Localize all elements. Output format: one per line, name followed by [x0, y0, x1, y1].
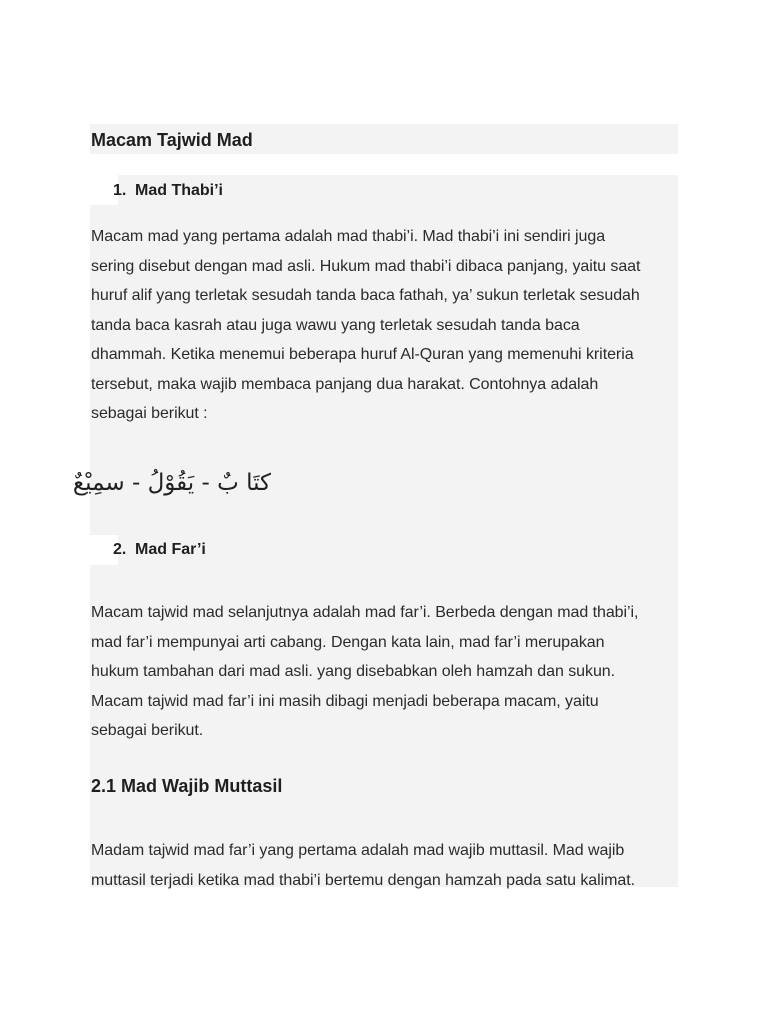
- paragraph-line: sebagai berikut.: [91, 722, 204, 739]
- section-heading-text: Mad Thabi’i: [135, 182, 223, 199]
- paragraph-line: dhammah. Ketika menemui beberapa huruf Al-Quran yang memenuhi kriteria: [91, 346, 634, 363]
- section-heading-mad-thabii: [113, 182, 223, 200]
- arabic-example: كتَا بٌ - يَقُوْلُ - سمِيْعٌ: [72, 470, 271, 496]
- paragraph-line: Macam mad yang pertama adalah mad thabi’i. Mad thabi’i ini sendiri juga: [91, 228, 606, 245]
- paragraph-line: sering disebut dengan mad asli. Hukum mad thabi’i dibaca panjang, yaitu saat: [91, 257, 641, 275]
- paragraph-line: hukum tambahan dari mad asli. yang disebabkan oleh hamzah dan sukun.: [91, 663, 616, 680]
- page-title: Macam Tajwid Mad: [91, 130, 253, 150]
- list-number: 2.: [113, 541, 127, 558]
- section-heading-text: Mad Far’i: [135, 541, 206, 558]
- paragraph-line: huruf alif yang terletak sesudah tanda baca fathah, ya’ sukun terletak sesudah: [91, 287, 640, 304]
- paragraph-mad-wajib-muttasil: [91, 836, 681, 895]
- paragraph-line: muttasil terjadi ketika mad thabi’i bertemu dengan hamzah pada satu kalimat.: [91, 871, 636, 889]
- paragraph-line: Macam tajwid mad selanjutnya adalah mad far’i. Berbeda dengan mad thabi’i,: [91, 604, 639, 621]
- paragraph-line: sebagai berikut :: [91, 405, 208, 422]
- list-number: 1.: [113, 182, 127, 199]
- paragraph-line: tanda baca kasrah atau juga wawu yang terletak sesudah tanda baca: [91, 316, 580, 334]
- paragraph-line: mad far’i mempunyai arti cabang. Dengan kata lain, mad far’i merupakan: [91, 633, 605, 651]
- section-heading-mad-fari: [113, 541, 206, 559]
- paragraph-line: Madam tajwid mad far’i yang pertama adalah mad wajib muttasil. Mad wajib: [91, 842, 625, 859]
- section-heading-mad-wajib-muttasil: 2.1 Mad Wajib Muttasil: [91, 776, 283, 796]
- paragraph-mad-fari: [91, 598, 681, 746]
- paragraph-line: tersebut, maka wajib membaca panjang dua harakat. Contohnya adalah: [91, 375, 599, 393]
- paragraph-line: Macam tajwid mad far’i ini masih dibagi menjadi beberapa macam, yaitu: [91, 692, 599, 710]
- paragraph-mad-thabii: [91, 222, 681, 429]
